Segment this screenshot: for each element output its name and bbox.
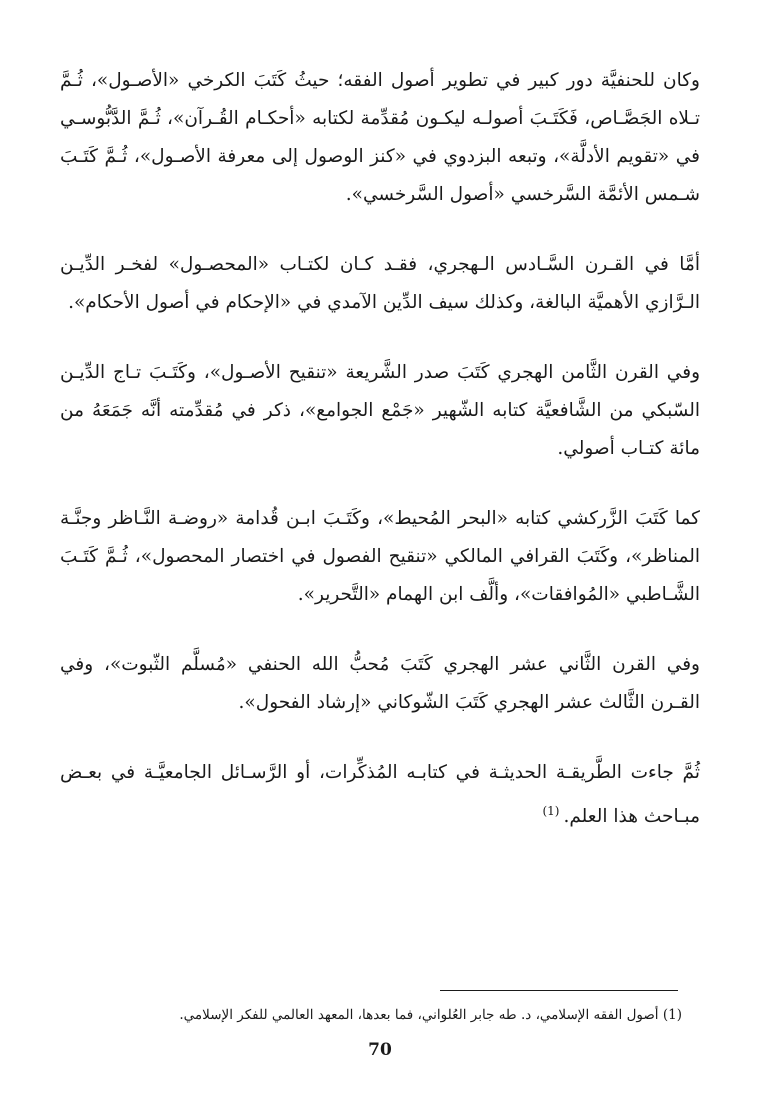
footnote-marker: (1) — [542, 804, 560, 818]
main-text — [60, 62, 700, 868]
paragraph-other-works: كما كَتَبَ الزَّركشي كتابه «البحر المُحيط»، وكَتَـبَ ابـن قُدامة «روضـة النَّـاظر وجنَّـة المناظر»، وكَتَبَ القرافي المالكي «تنقيح الفصول في اختصار المحصول»، ثُـمَّ كَتَـبَ الشَّـاطبي «المُوافقات»، وألَّف ابن الهمام «التَّحرير». — [60, 508, 700, 605]
paragraph-sixth-century: أمَّا في القـرن السَّـادس الـهجري، فقـد كـان لكتـاب «المحصـول» لفخـر الدِّيـن الـرَّازي الأهميَّة البالغة، وكذلك سيف الدِّين الآمدي في «الإحكام في أصول الأحكام». — [60, 254, 700, 313]
paragraph-hanafi-role: وكان للحنفيَّة دور كبير في تطوير أصول الفقه؛ حيثُ كَتَبَ الكرخي «الأصـول»، ثُـمَّ تـلاه الجَصَّـاص، فَكَتَـبَ أصولـه ليكـون مُقدِّمة لكتابه «أحكـام القُـرآن»، ثُـمَّ الدَّبُّوسـي في «تقويم الأدلَّة»، وتبعه البزدوي في «كنز الوصول إلى معرفة الأصـول»، ثُـمَّ كَتَـبَ شـمس الأئمَّة السَّرخسي «أصول السَّرخسي». — [60, 70, 700, 205]
paragraph-modern-method — [60, 754, 700, 836]
paragraph-eighth-century: وفي القرن الثَّامن الهجري كَتَبَ صدر الشَّريعة «تنقيح الأصـول»، وكَتَـبَ تـاج الدِّيـن السّبكي من الشَّافعيَّة كتابه الشّهير «جَمْع الجوامع»، ذكر في مُقدِّمته أنَّه جَمَعَهُ من مائة كتـاب أصولي. — [60, 362, 700, 459]
paragraph-modern-method-text: ثُمَّ جاءت الطَّريقـة الحديثـة في كتابـه المُذكِّرات، أو الرَّسـائل الجامعيَّـة في بعـض مبـاحث هذا العلم. — [60, 762, 700, 828]
paragraph-twelfth-century: وفي القرن الثَّاني عشر الهجري كَتَبَ مُحبُّ الله الحنفي «مُسلَّم الثّبوت»، وفي القـرن الثَّالث عشر الهجري كَتَبَ الشّوكاني «إرشاد الفحول». — [60, 654, 700, 713]
footnote: (1) أصول الفقه الإسلامي، د. طه جابر العُلواني، فما بعدها، المعهد العالمي للفكر الإسلامي. — [179, 1007, 682, 1023]
page-number: 70 — [368, 1040, 392, 1060]
footnote-separator — [440, 990, 678, 991]
